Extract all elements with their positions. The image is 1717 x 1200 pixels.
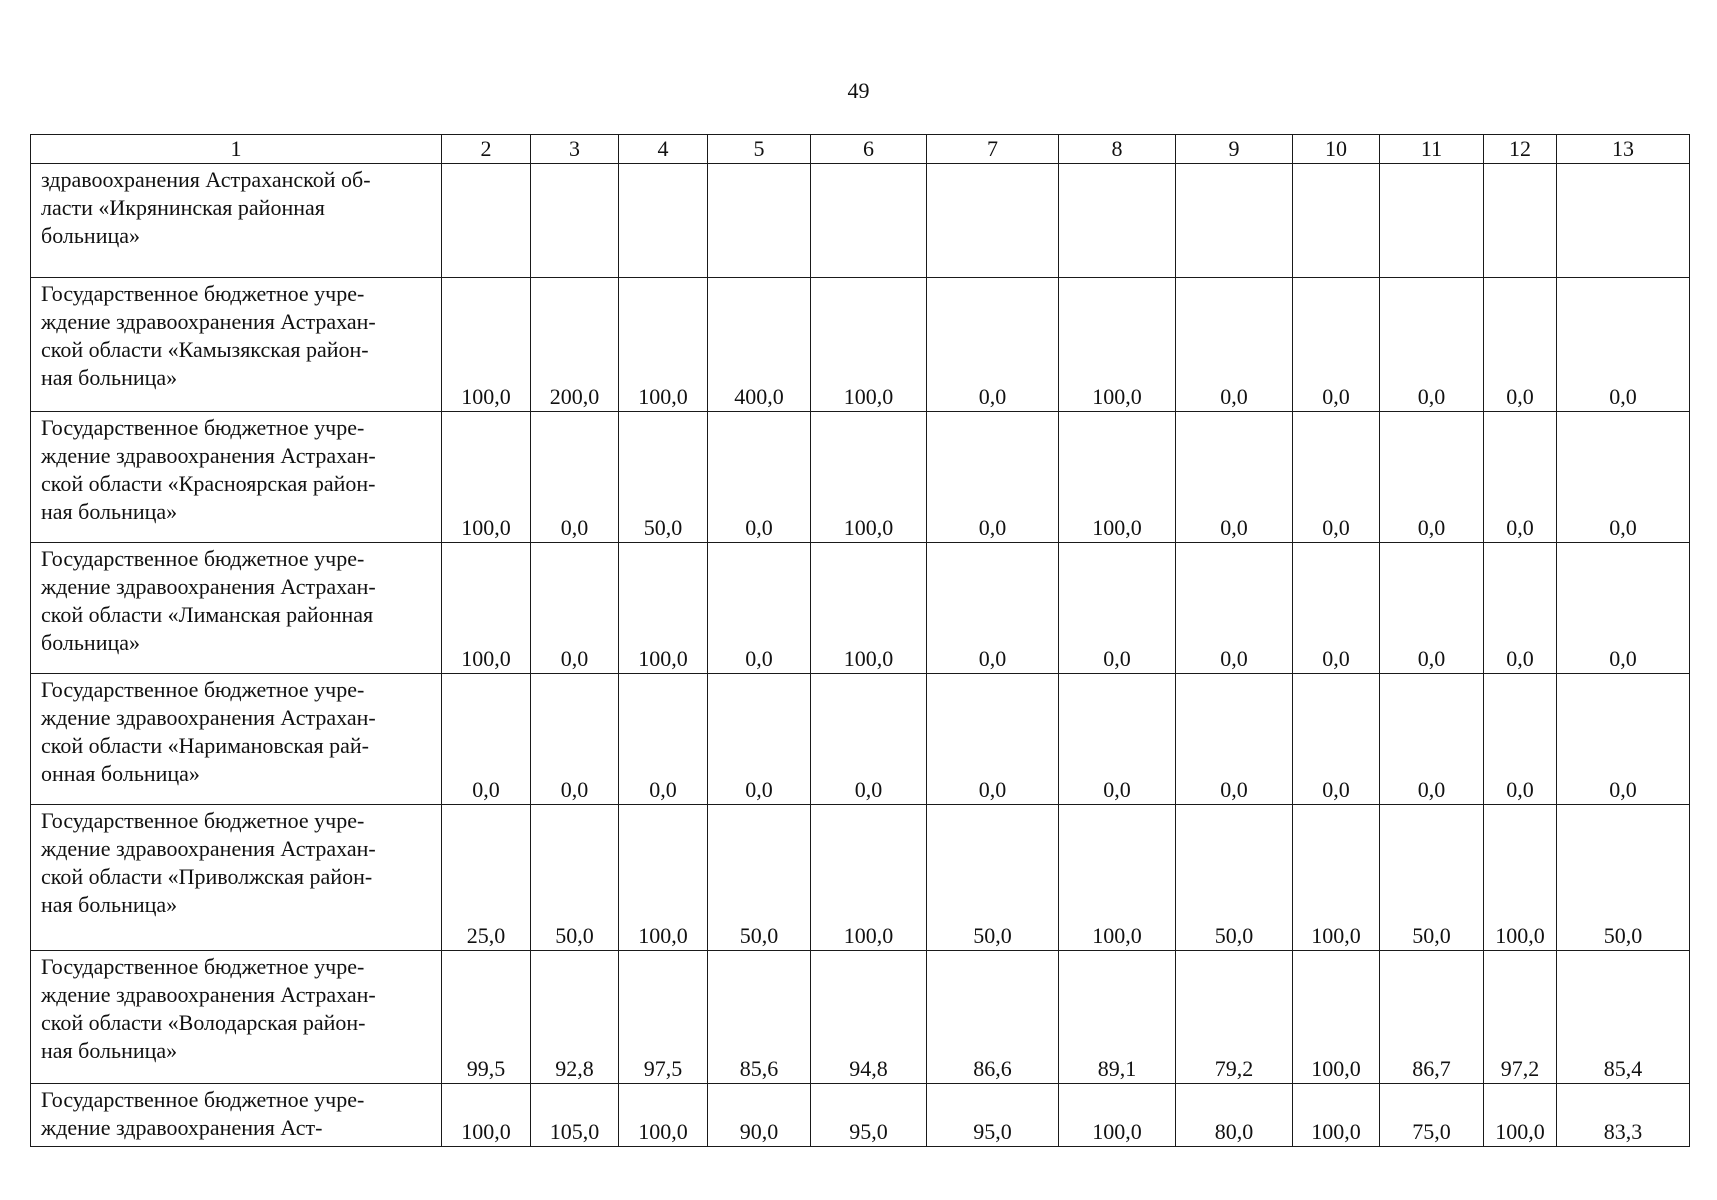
value-cell (1557, 805, 1690, 951)
column-header: 4 (619, 135, 708, 164)
value-cell (1059, 164, 1176, 278)
institution-name-cell (31, 278, 442, 412)
column-header: 3 (531, 135, 619, 164)
value-cell (1484, 543, 1557, 674)
value-cell (1484, 805, 1557, 951)
value-cell (1380, 412, 1484, 543)
cell-value: 0,0 (745, 646, 773, 671)
value-cell (811, 164, 927, 278)
page-number: 49 (847, 78, 870, 103)
cell-value: 0,0 (560, 777, 589, 802)
institution-name-line: ная больница» (41, 1038, 178, 1063)
value-cell (1059, 278, 1176, 412)
institution-name-cell (31, 1084, 442, 1147)
institution-name-line: ской области «Володарская район- (41, 1010, 366, 1035)
cell-value: 100,0 (461, 1119, 511, 1144)
table-row (31, 805, 1690, 951)
cell-value: 50,0 (1603, 923, 1643, 948)
value-cell (442, 951, 531, 1084)
cell-value: 100,0 (1092, 1119, 1142, 1144)
value-cell (1293, 805, 1380, 951)
cell-value: 0,0 (1609, 777, 1637, 802)
value-cell (1059, 674, 1176, 805)
value-cell (1484, 412, 1557, 543)
column-header: 6 (811, 135, 927, 164)
value-cell (1380, 1084, 1484, 1147)
value-cell (1176, 278, 1293, 412)
cell-value: 0,0 (745, 777, 773, 802)
cell-value: 50,0 (1214, 923, 1254, 948)
table-row (31, 412, 1690, 543)
value-cell (1293, 1084, 1380, 1147)
cell-value: 100,0 (1092, 384, 1142, 409)
value-cell (531, 543, 619, 674)
value-cell (531, 1084, 619, 1147)
cell-value: 0,0 (1322, 646, 1350, 671)
institution-name-line: ждение здравоохранения Астрахан- (41, 309, 376, 334)
cell-value: 95,0 (973, 1119, 1012, 1144)
institution-name-line: ждение здравоохранения Астрахан- (41, 982, 376, 1007)
value-cell (531, 951, 619, 1084)
value-cell (1380, 543, 1484, 674)
value-cell (619, 278, 708, 412)
cell-value: 105,0 (549, 1119, 600, 1144)
cell-value: 0,0 (978, 515, 1007, 540)
institution-name-cell (31, 164, 442, 278)
value-cell (1484, 1084, 1557, 1147)
value-cell (811, 674, 927, 805)
value-cell (619, 543, 708, 674)
value-cell (708, 412, 811, 543)
value-cell (708, 278, 811, 412)
value-cell (442, 805, 531, 951)
cell-value: 0,0 (1417, 384, 1446, 409)
value-cell (927, 674, 1059, 805)
cell-value: 0,0 (1506, 515, 1534, 540)
value-cell (927, 543, 1059, 674)
column-header: 1 (31, 135, 442, 164)
column-header: 13 (1557, 135, 1690, 164)
cell-value: 100,0 (1495, 1119, 1545, 1144)
institution-name-line: ской области «Красноярская район- (41, 471, 376, 496)
cell-value: 25,0 (466, 923, 506, 948)
cell-value: 75,0 (1412, 1119, 1451, 1144)
value-cell (1484, 674, 1557, 805)
value-cell (1176, 674, 1293, 805)
cell-value: 97,2 (1500, 1056, 1540, 1081)
cell-value: 0,0 (1506, 646, 1534, 671)
cell-value: 0,0 (560, 515, 589, 540)
cell-value: 0,0 (1506, 777, 1534, 802)
column-header: 11 (1380, 135, 1484, 164)
cell-value: 92,8 (555, 1056, 594, 1081)
cell-value: 0,0 (1609, 646, 1637, 671)
column-header: 12 (1484, 135, 1557, 164)
cell-value: 0,0 (1322, 515, 1350, 540)
institution-name-line: ласти «Икрянинская районная (41, 195, 325, 220)
value-cell (1293, 278, 1380, 412)
cell-value: 50,0 (973, 923, 1012, 948)
institution-name-line: больница» (41, 630, 140, 655)
table-row (31, 674, 1690, 805)
value-cell (619, 164, 708, 278)
value-cell (1176, 543, 1293, 674)
institution-name-line: онная больница» (41, 761, 200, 786)
value-cell (1293, 412, 1380, 543)
cell-value: 97,5 (643, 1056, 683, 1081)
cell-value: 0,0 (978, 646, 1007, 671)
value-cell (1380, 674, 1484, 805)
value-cell (708, 164, 811, 278)
institution-name-line: ная больница» (41, 892, 178, 917)
value-cell (1176, 805, 1293, 951)
institution-name-line: ждение здравоохранения Аст- (41, 1115, 323, 1140)
value-cell (1059, 1084, 1176, 1147)
value-cell (619, 674, 708, 805)
value-cell (1557, 278, 1690, 412)
cell-value: 0,0 (1220, 646, 1248, 671)
cell-value: 100,0 (461, 515, 511, 540)
cell-value: 0,0 (978, 777, 1007, 802)
value-cell (1484, 951, 1557, 1084)
cell-value: 0,0 (1417, 515, 1446, 540)
value-cell (442, 412, 531, 543)
cell-value: 100,0 (461, 384, 511, 409)
value-cell (811, 1084, 927, 1147)
value-cell (619, 1084, 708, 1147)
value-cell (531, 278, 619, 412)
value-cell (1059, 951, 1176, 1084)
value-cell (708, 674, 811, 805)
institution-name-cell (31, 412, 442, 543)
value-cell (1484, 164, 1557, 278)
table-row (31, 278, 1690, 412)
value-cell (1176, 412, 1293, 543)
value-cell (1557, 674, 1690, 805)
institution-name-line: ской области «Лиманская районная (41, 602, 374, 627)
value-cell (1176, 164, 1293, 278)
cell-value: 100,0 (461, 646, 511, 671)
value-cell (1380, 164, 1484, 278)
value-cell (811, 543, 927, 674)
value-cell (619, 805, 708, 951)
cell-value: 0,0 (472, 777, 500, 802)
institution-name-line: ской области «Камызякская район- (41, 337, 369, 362)
cell-value: 100,0 (1092, 515, 1142, 540)
table-row (31, 951, 1690, 1084)
cell-value: 79,2 (1214, 1056, 1254, 1081)
value-cell (1484, 278, 1557, 412)
cell-value: 50,0 (555, 923, 594, 948)
column-header: 10 (1293, 135, 1380, 164)
cell-value: 100,0 (1092, 923, 1142, 948)
column-header: 5 (708, 135, 811, 164)
value-cell (1557, 1084, 1690, 1147)
cell-value: 0,0 (1220, 384, 1248, 409)
value-cell (1293, 674, 1380, 805)
institution-name-line: Государственное бюджетное учре- (41, 546, 365, 571)
value-cell (1059, 412, 1176, 543)
value-cell (927, 951, 1059, 1084)
institution-name-line: ждение здравоохранения Астрахан- (41, 705, 376, 730)
value-cell (811, 951, 927, 1084)
institution-name-line: Государственное бюджетное учре- (41, 281, 365, 306)
institution-name-line: ской области «Приволжская район- (41, 864, 373, 889)
value-cell (1380, 278, 1484, 412)
cell-value: 0,0 (1220, 515, 1248, 540)
value-cell (531, 805, 619, 951)
table-row (31, 1084, 1690, 1147)
institution-name-line: Государственное бюджетное учре- (41, 954, 365, 979)
cell-value: 86,6 (973, 1056, 1012, 1081)
cell-value: 100,0 (638, 923, 688, 948)
institution-name-cell (31, 543, 442, 674)
value-cell (442, 278, 531, 412)
cell-value: 100,0 (1495, 923, 1545, 948)
cell-value: 0,0 (1322, 384, 1350, 409)
value-cell (442, 543, 531, 674)
institution-name-line: Государственное бюджетное учре- (41, 415, 365, 440)
institution-name-line: больница» (41, 223, 140, 248)
cell-value: 0,0 (1103, 646, 1131, 671)
institution-name-line: ждение здравоохранения Астрахан- (41, 574, 376, 599)
value-cell (1293, 543, 1380, 674)
value-cell (1380, 805, 1484, 951)
cell-value: 50,0 (643, 515, 683, 540)
value-cell (927, 278, 1059, 412)
institution-name-cell (31, 805, 442, 951)
table-header-row (31, 135, 1690, 164)
column-header: 8 (1059, 135, 1176, 164)
value-cell (1557, 412, 1690, 543)
column-header: 9 (1176, 135, 1293, 164)
value-cell (442, 674, 531, 805)
cell-value: 0,0 (649, 777, 677, 802)
institution-name-line: здравоохранения Астраханской об- (41, 167, 371, 192)
cell-value: 100,0 (638, 646, 688, 671)
value-cell (927, 805, 1059, 951)
column-header: 2 (442, 135, 531, 164)
value-cell (708, 543, 811, 674)
cell-value: 100,0 (638, 384, 688, 409)
value-cell (1293, 951, 1380, 1084)
value-cell (531, 412, 619, 543)
cell-value: 95,0 (849, 1119, 888, 1144)
value-cell (927, 164, 1059, 278)
institution-name-line: Государственное бюджетное учре- (41, 808, 365, 833)
cell-value: 94,8 (849, 1056, 888, 1081)
institution-name-line: ской области «Наримановская рай- (41, 733, 370, 758)
cell-value: 50,0 (1412, 923, 1451, 948)
cell-value: 0,0 (978, 384, 1007, 409)
cell-value: 100,0 (1311, 1056, 1361, 1081)
value-cell (442, 1084, 531, 1147)
institution-name-line: ная больница» (41, 499, 178, 524)
value-cell (1059, 805, 1176, 951)
value-cell (1557, 951, 1690, 1084)
value-cell (1176, 951, 1293, 1084)
cell-value: 50,0 (739, 923, 779, 948)
value-cell (811, 412, 927, 543)
institution-name-cell (31, 951, 442, 1084)
cell-value: 0,0 (745, 515, 773, 540)
institution-name-line: ждение здравоохранения Астрахан- (41, 836, 376, 861)
cell-value: 0,0 (854, 777, 883, 802)
value-cell (619, 951, 708, 1084)
value-cell (619, 412, 708, 543)
cell-value: 200,0 (549, 384, 600, 409)
cell-value: 0,0 (1417, 646, 1446, 671)
value-cell (708, 1084, 811, 1147)
institution-name-line: ждение здравоохранения Астрахан- (41, 443, 376, 468)
institution-name-line: Государственное бюджетное учре- (41, 1087, 365, 1112)
table-row (31, 543, 1690, 674)
value-cell (708, 951, 811, 1084)
cell-value: 0,0 (1103, 777, 1131, 802)
institution-name-cell (31, 674, 442, 805)
value-cell (1059, 543, 1176, 674)
cell-value: 100,0 (843, 646, 894, 671)
institution-name-line: Государственное бюджетное учре- (41, 677, 365, 702)
cell-value: 83,3 (1603, 1119, 1643, 1144)
data-table (30, 134, 1690, 1147)
cell-value: 100,0 (843, 923, 894, 948)
cell-value: 90,0 (739, 1119, 779, 1144)
cell-value: 0,0 (1506, 384, 1534, 409)
value-cell (1293, 164, 1380, 278)
cell-value: 86,7 (1412, 1056, 1451, 1081)
cell-value: 100,0 (843, 515, 894, 540)
cell-value: 0,0 (1609, 515, 1637, 540)
value-cell (1176, 1084, 1293, 1147)
value-cell (1380, 951, 1484, 1084)
cell-value: 99,5 (466, 1056, 506, 1081)
table-body (31, 164, 1690, 1147)
cell-value: 0,0 (1609, 384, 1637, 409)
value-cell (927, 1084, 1059, 1147)
cell-value: 100,0 (638, 1119, 688, 1144)
value-cell (442, 164, 531, 278)
cell-value: 100,0 (1311, 1119, 1361, 1144)
cell-value: 89,1 (1097, 1056, 1137, 1081)
value-cell (1557, 164, 1690, 278)
cell-value: 0,0 (1417, 777, 1446, 802)
cell-value: 400,0 (734, 384, 784, 409)
value-cell (927, 412, 1059, 543)
cell-value: 85,4 (1603, 1056, 1643, 1081)
value-cell (531, 164, 619, 278)
cell-value: 100,0 (1311, 923, 1361, 948)
cell-value: 0,0 (560, 646, 589, 671)
value-cell (708, 805, 811, 951)
value-cell (1557, 543, 1690, 674)
value-cell (811, 805, 927, 951)
cell-value: 100,0 (843, 384, 894, 409)
cell-value: 85,6 (739, 1056, 779, 1081)
value-cell (811, 278, 927, 412)
cell-value: 80,0 (1214, 1119, 1254, 1144)
column-header: 7 (927, 135, 1059, 164)
cell-value: 0,0 (1322, 777, 1350, 802)
cell-value: 0,0 (1220, 777, 1248, 802)
table-row (31, 164, 1690, 278)
value-cell (531, 674, 619, 805)
institution-name-line: ная больница» (41, 365, 178, 390)
